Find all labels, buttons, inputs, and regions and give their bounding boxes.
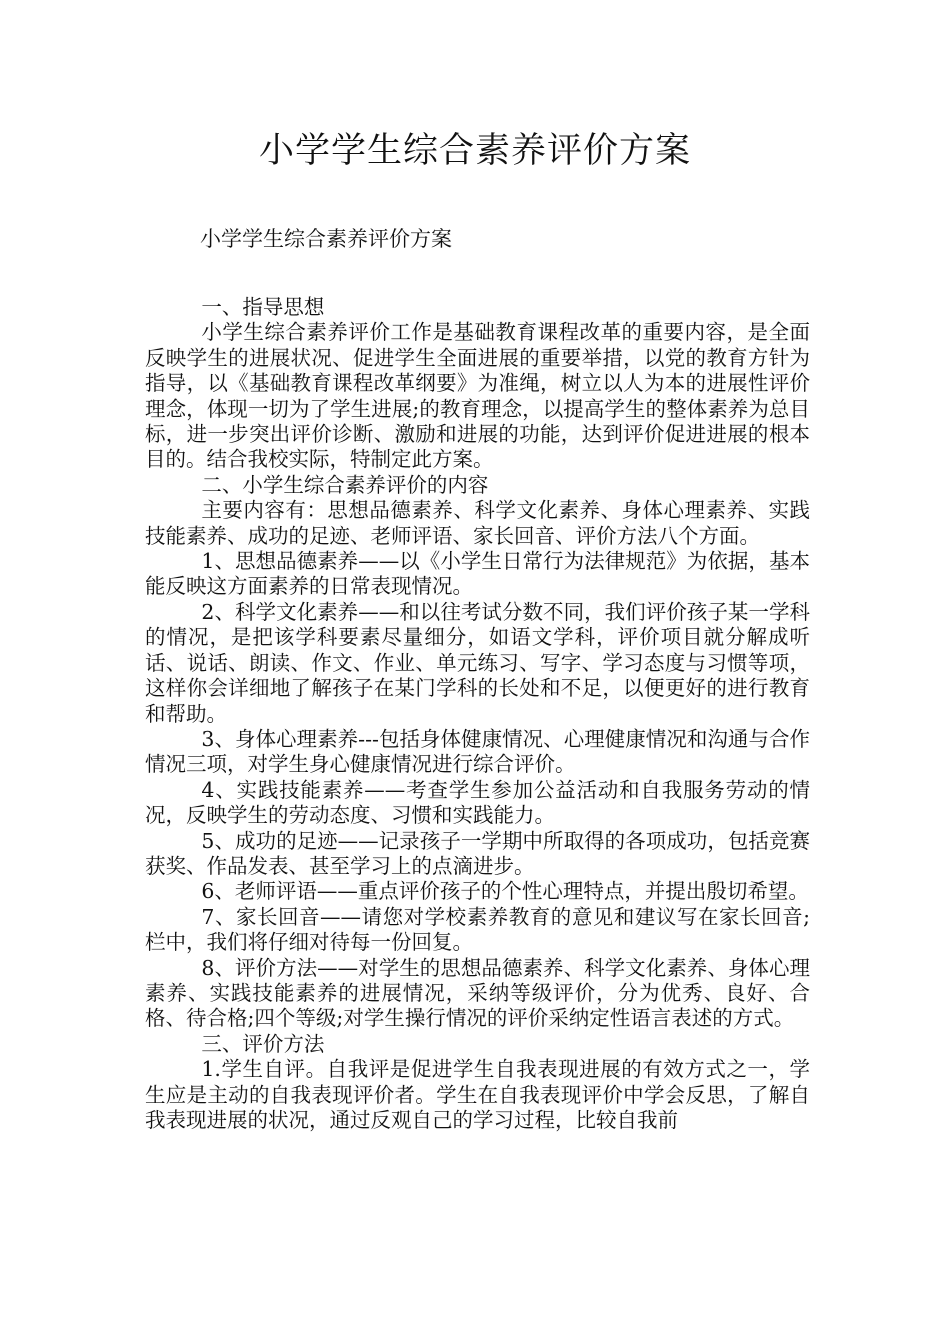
paragraph: 3、身体心理素养---包括身体健康情况、心理健康情况和沟通与合作情况三项，对学生身心健康情况进行综合评价。 bbox=[145, 726, 810, 777]
section-heading: 一、指导思想 bbox=[201, 295, 325, 319]
document-title: 小学学生综合素养评价方案 bbox=[258, 131, 691, 171]
paragraph: 8、评价方法——对学生的思想品德素养、科学文化素养、身体心理素养、实践技能素养的进展情况，采纳等级评价，分为优秀、良好、合格、待合格;四个等级;对学生操行情况的评价采纳定性语言表述的方式。 bbox=[145, 955, 810, 1031]
section-heading: 二、小学生综合素养评价的内容 bbox=[201, 472, 489, 497]
paragraph: 7、家长回音——请您对学校素养教育的意见和建议写在家长回音;栏中，我们将仔细对待每一份回复。 bbox=[145, 904, 810, 955]
document-body bbox=[145, 295, 810, 1133]
paragraph: 1.学生自评。自我评是促进学生自我表现进展的有效方式之一，学生应是主动的自我表现评价者。学生在自我表现评价中学会反思，了解自我表现进展的状况，通过反观自己的学习过程，比较自我前 bbox=[145, 1057, 810, 1132]
paragraph: 5、成功的足迹——记录孩子一学期中所取得的各项成功，包括竞赛获奖、作品发表、甚至学习上的点滴进步。 bbox=[145, 828, 810, 878]
section-heading: 三、评价方法 bbox=[201, 1031, 325, 1056]
paragraph: 6、老师评语——重点评价孩子的个性心理特点，并提出殷切希望。 bbox=[201, 879, 809, 904]
paragraph: 小学生综合素养评价工作是基础教育课程改革的重要内容，是全面反映学生的进展状况、促进学生全面进展的重要举措，以党的教育方针为指导，以《基础教育课程改革纲要》为准绳，树立以人为本的进展性评价理念，体现一切为了学生进展;的教育理念，以提高学生的整体素养为总目标，进一步突出评价诊断、激励和进展的功能，达到评价促进进展的根本目的。结合我校实际，特制定此方案。 bbox=[145, 320, 810, 472]
paragraph: 1、思想品德素养——以《小学生日常行为法律规范》为依据，基本能反映这方面素养的日常表现情况。 bbox=[145, 549, 810, 599]
paragraph: 主要内容有：思想品德素养、科学文化素养、身体心理素养、实践技能素养、成功的足迹、老师评语、家长回音、评价方法八个方面。 bbox=[145, 498, 810, 548]
paragraph: 2、科学文化素养——和以往考试分数不同，我们评价孩子某一学科的情况，是把该学科要素尽量细分，如语文学科，评价项目就分解成听话、说话、朗读、作文、作业、单元练习、写字、学习态度与习惯等项，这样你会详细地了解孩子在某门学科的长处和不足，以便更好的进行教育和帮助。 bbox=[145, 599, 810, 726]
paragraph: 4、实践技能素养——考查学生参加公益活动和自我服务劳动的情况，反映学生的劳动态度、习惯和实践能力。 bbox=[145, 777, 810, 828]
document-subtitle: 小学学生综合素养评价方案 bbox=[200, 227, 452, 251]
